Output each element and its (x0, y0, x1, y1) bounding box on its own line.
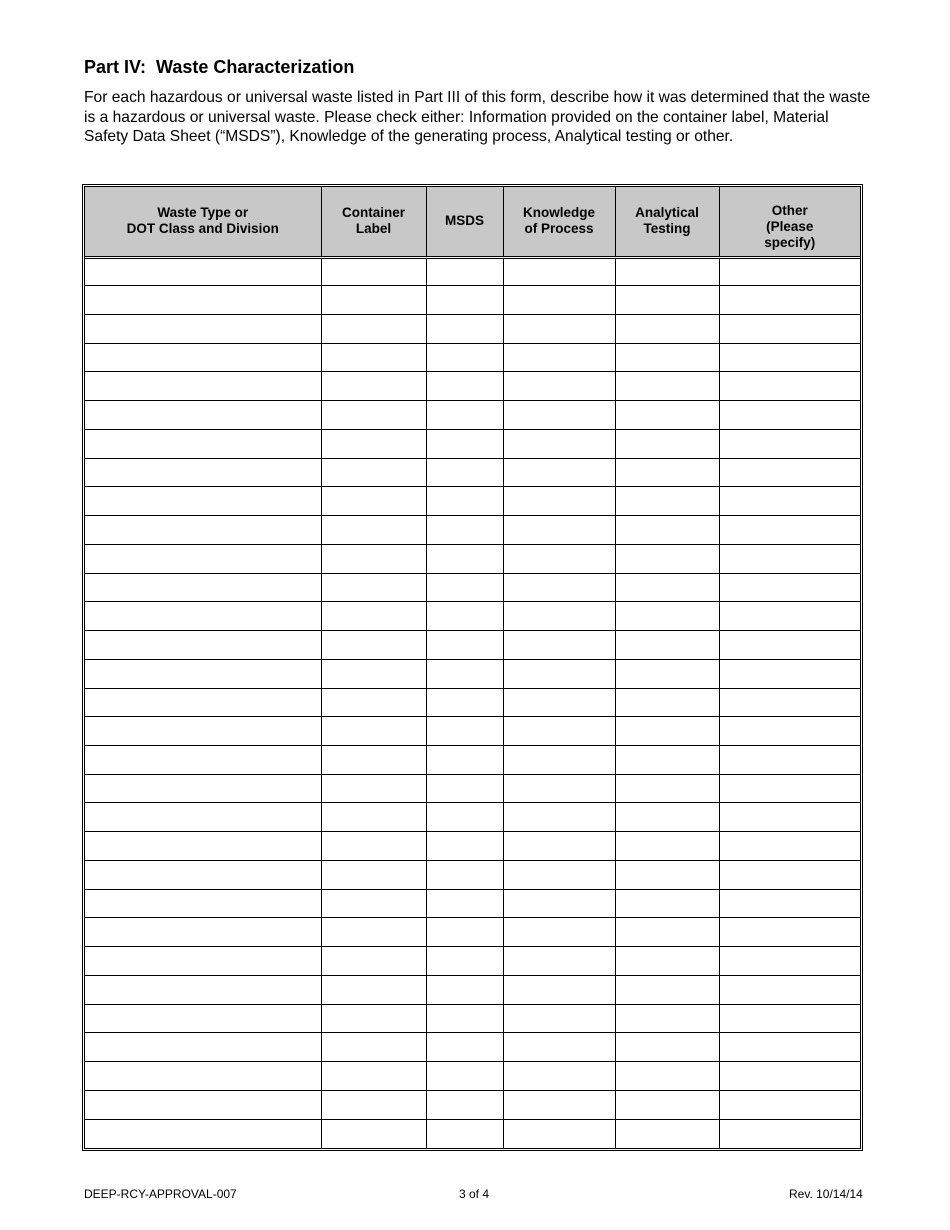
table-row (85, 1004, 860, 1033)
cell-analytical-testing[interactable] (615, 1033, 719, 1062)
cell-knowledge-of-process[interactable] (503, 1062, 615, 1091)
cell-other[interactable] (719, 257, 860, 286)
cell-container-label[interactable] (321, 573, 426, 602)
waste-characterization-table (85, 187, 860, 1148)
cell-analytical-testing[interactable] (615, 602, 719, 631)
cell-waste-type[interactable] (85, 257, 321, 286)
cell-other[interactable] (719, 573, 860, 602)
cell-knowledge-of-process[interactable] (503, 1119, 615, 1148)
cell-msds[interactable] (426, 429, 503, 458)
cell-analytical-testing[interactable] (615, 688, 719, 717)
cell-waste-type[interactable] (85, 458, 321, 487)
table-row (85, 516, 860, 545)
form-id: DEEP-RCY-APPROVAL-007 (84, 1187, 237, 1201)
cell-knowledge-of-process[interactable] (503, 573, 615, 602)
cell-other[interactable] (719, 774, 860, 803)
cell-container-label[interactable] (321, 1033, 426, 1062)
table-row (85, 832, 860, 861)
cell-container-label[interactable] (321, 774, 426, 803)
cell-knowledge-of-process[interactable] (503, 659, 615, 688)
cell-knowledge-of-process[interactable] (503, 975, 615, 1004)
instructions-text: For each hazardous or universal waste listed in Part III of this form, describe how it was determined that the waste is a hazardous or universal waste. Please check either: Information provided on the container label, Material Safety Data Sheet (“MSDS”), Knowledge of the generating process, Analytical testing or other. (84, 89, 871, 145)
header-waste-type: Waste Type or DOT Class and Division (85, 187, 321, 257)
cell-msds[interactable] (426, 889, 503, 918)
cell-container-label[interactable] (321, 401, 426, 430)
cell-knowledge-of-process[interactable] (503, 774, 615, 803)
cell-analytical-testing[interactable] (615, 487, 719, 516)
table-row (85, 947, 860, 976)
cell-analytical-testing[interactable] (615, 717, 719, 746)
cell-analytical-testing[interactable] (615, 372, 719, 401)
cell-container-label[interactable] (321, 372, 426, 401)
table-row (85, 429, 860, 458)
cell-other[interactable] (719, 1090, 860, 1119)
cell-msds[interactable] (426, 1062, 503, 1091)
cell-msds[interactable] (426, 286, 503, 315)
cell-waste-type[interactable] (85, 947, 321, 976)
cell-container-label[interactable] (321, 688, 426, 717)
cell-waste-type[interactable] (85, 487, 321, 516)
cell-container-label[interactable] (321, 257, 426, 286)
cell-container-label[interactable] (321, 544, 426, 573)
cell-analytical-testing[interactable] (615, 314, 719, 343)
cell-msds[interactable] (426, 343, 503, 372)
page-number: 3 of 4 (459, 1187, 490, 1201)
cell-knowledge-of-process[interactable] (503, 918, 615, 947)
cell-container-label[interactable] (321, 343, 426, 372)
table-row (85, 343, 860, 372)
cell-msds[interactable] (426, 860, 503, 889)
cell-other[interactable] (719, 343, 860, 372)
cell-container-label[interactable] (321, 602, 426, 631)
cell-knowledge-of-process[interactable] (503, 257, 615, 286)
cell-knowledge-of-process[interactable] (503, 487, 615, 516)
table-row (85, 717, 860, 746)
cell-analytical-testing[interactable] (615, 1004, 719, 1033)
cell-container-label[interactable] (321, 1004, 426, 1033)
cell-msds[interactable] (426, 602, 503, 631)
cell-analytical-testing[interactable] (615, 257, 719, 286)
cell-analytical-testing[interactable] (615, 573, 719, 602)
cell-waste-type[interactable] (85, 429, 321, 458)
cell-other[interactable] (719, 803, 860, 832)
cell-other[interactable] (719, 602, 860, 631)
cell-knowledge-of-process[interactable] (503, 516, 615, 545)
cell-other[interactable] (719, 889, 860, 918)
cell-other[interactable] (719, 1119, 860, 1148)
cell-waste-type[interactable] (85, 659, 321, 688)
cell-other[interactable] (719, 1062, 860, 1091)
cell-waste-type[interactable] (85, 1004, 321, 1033)
table-row (85, 631, 860, 660)
cell-container-label[interactable] (321, 1119, 426, 1148)
cell-other[interactable] (719, 516, 860, 545)
cell-waste-type[interactable] (85, 918, 321, 947)
table-row (85, 401, 860, 430)
table-row (85, 889, 860, 918)
cell-other[interactable] (719, 314, 860, 343)
cell-container-label[interactable] (321, 458, 426, 487)
cell-msds[interactable] (426, 947, 503, 976)
cell-container-label[interactable] (321, 314, 426, 343)
table-body (85, 257, 860, 1148)
cell-msds[interactable] (426, 631, 503, 660)
header-analytical-testing: Analytical Testing (615, 187, 719, 257)
table-row (85, 1062, 860, 1091)
table-header-row (85, 187, 860, 257)
cell-waste-type[interactable] (85, 401, 321, 430)
cell-knowledge-of-process[interactable] (503, 631, 615, 660)
header-other: Other (Please specify) (719, 187, 860, 257)
cell-msds[interactable] (426, 717, 503, 746)
table-row (85, 1033, 860, 1062)
cell-other[interactable] (719, 947, 860, 976)
table-row (85, 573, 860, 602)
table-row (85, 257, 860, 286)
cell-other[interactable] (719, 975, 860, 1004)
cell-analytical-testing[interactable] (615, 1090, 719, 1119)
cell-container-label[interactable] (321, 832, 426, 861)
cell-waste-type[interactable] (85, 372, 321, 401)
cell-msds[interactable] (426, 516, 503, 545)
cell-waste-type[interactable] (85, 1090, 321, 1119)
table-row (85, 975, 860, 1004)
cell-container-label[interactable] (321, 918, 426, 947)
table-row (85, 314, 860, 343)
cell-msds[interactable] (426, 544, 503, 573)
cell-other[interactable] (719, 745, 860, 774)
cell-knowledge-of-process[interactable] (503, 803, 615, 832)
cell-analytical-testing[interactable] (615, 774, 719, 803)
cell-waste-type[interactable] (85, 860, 321, 889)
page-title: Part IV: Waste Characterization (84, 57, 355, 77)
cell-msds[interactable] (426, 401, 503, 430)
cell-waste-type[interactable] (85, 544, 321, 573)
cell-knowledge-of-process[interactable] (503, 947, 615, 976)
cell-msds[interactable] (426, 1090, 503, 1119)
cell-analytical-testing[interactable] (615, 343, 719, 372)
cell-msds[interactable] (426, 1004, 503, 1033)
cell-container-label[interactable] (321, 803, 426, 832)
table-row (85, 803, 860, 832)
cell-waste-type[interactable] (85, 774, 321, 803)
cell-waste-type[interactable] (85, 975, 321, 1004)
cell-other[interactable] (719, 860, 860, 889)
cell-container-label[interactable] (321, 1090, 426, 1119)
table-row (85, 918, 860, 947)
cell-knowledge-of-process[interactable] (503, 602, 615, 631)
cell-analytical-testing[interactable] (615, 889, 719, 918)
cell-container-label[interactable] (321, 1062, 426, 1091)
cell-msds[interactable] (426, 487, 503, 516)
cell-other[interactable] (719, 1004, 860, 1033)
cell-waste-type[interactable] (85, 1119, 321, 1148)
cell-waste-type[interactable] (85, 573, 321, 602)
cell-other[interactable] (719, 918, 860, 947)
cell-knowledge-of-process[interactable] (503, 343, 615, 372)
cell-analytical-testing[interactable] (615, 745, 719, 774)
cell-waste-type[interactable] (85, 314, 321, 343)
cell-analytical-testing[interactable] (615, 1119, 719, 1148)
cell-analytical-testing[interactable] (615, 947, 719, 976)
cell-msds[interactable] (426, 918, 503, 947)
cell-other[interactable] (719, 429, 860, 458)
table-row (85, 688, 860, 717)
cell-container-label[interactable] (321, 659, 426, 688)
cell-knowledge-of-process[interactable] (503, 860, 615, 889)
cell-other[interactable] (719, 659, 860, 688)
cell-analytical-testing[interactable] (615, 516, 719, 545)
cell-other[interactable] (719, 372, 860, 401)
table-row (85, 1119, 860, 1148)
cell-container-label[interactable] (321, 975, 426, 1004)
table-row (85, 372, 860, 401)
cell-analytical-testing[interactable] (615, 544, 719, 573)
cell-waste-type[interactable] (85, 343, 321, 372)
cell-analytical-testing[interactable] (615, 286, 719, 315)
cell-msds[interactable] (426, 1033, 503, 1062)
cell-waste-type[interactable] (85, 1062, 321, 1091)
cell-analytical-testing[interactable] (615, 860, 719, 889)
cell-container-label[interactable] (321, 286, 426, 315)
cell-other[interactable] (719, 717, 860, 746)
cell-msds[interactable] (426, 832, 503, 861)
cell-knowledge-of-process[interactable] (503, 832, 615, 861)
cell-waste-type[interactable] (85, 286, 321, 315)
cell-msds[interactable] (426, 1119, 503, 1148)
table-row (85, 774, 860, 803)
revision-date: Rev. 10/14/14 (789, 1187, 863, 1201)
header-knowledge-of-process: Knowledge of Process (503, 187, 615, 257)
cell-other[interactable] (719, 832, 860, 861)
cell-container-label[interactable] (321, 429, 426, 458)
cell-knowledge-of-process[interactable] (503, 688, 615, 717)
cell-msds[interactable] (426, 688, 503, 717)
cell-knowledge-of-process[interactable] (503, 1004, 615, 1033)
table-row (85, 1090, 860, 1119)
cell-knowledge-of-process[interactable] (503, 544, 615, 573)
cell-knowledge-of-process[interactable] (503, 401, 615, 430)
cell-waste-type[interactable] (85, 1033, 321, 1062)
cell-msds[interactable] (426, 257, 503, 286)
header-msds: MSDS (426, 187, 503, 257)
waste-characterization-table-frame (82, 184, 863, 1151)
cell-other[interactable] (719, 487, 860, 516)
table-row (85, 745, 860, 774)
cell-waste-type[interactable] (85, 602, 321, 631)
cell-waste-type[interactable] (85, 688, 321, 717)
cell-other[interactable] (719, 544, 860, 573)
cell-knowledge-of-process[interactable] (503, 717, 615, 746)
cell-waste-type[interactable] (85, 745, 321, 774)
cell-container-label[interactable] (321, 745, 426, 774)
cell-knowledge-of-process[interactable] (503, 1033, 615, 1062)
cell-container-label[interactable] (321, 947, 426, 976)
cell-msds[interactable] (426, 803, 503, 832)
cell-knowledge-of-process[interactable] (503, 286, 615, 315)
cell-msds[interactable] (426, 573, 503, 602)
cell-msds[interactable] (426, 975, 503, 1004)
cell-msds[interactable] (426, 372, 503, 401)
cell-analytical-testing[interactable] (615, 401, 719, 430)
cell-knowledge-of-process[interactable] (503, 314, 615, 343)
cell-knowledge-of-process[interactable] (503, 372, 615, 401)
table-row (85, 544, 860, 573)
cell-analytical-testing[interactable] (615, 429, 719, 458)
cell-knowledge-of-process[interactable] (503, 429, 615, 458)
table-row (85, 860, 860, 889)
cell-msds[interactable] (426, 314, 503, 343)
table-row (85, 659, 860, 688)
cell-other[interactable] (719, 401, 860, 430)
cell-knowledge-of-process[interactable] (503, 889, 615, 918)
cell-analytical-testing[interactable] (615, 918, 719, 947)
cell-analytical-testing[interactable] (615, 631, 719, 660)
cell-analytical-testing[interactable] (615, 803, 719, 832)
cell-other[interactable] (719, 688, 860, 717)
cell-analytical-testing[interactable] (615, 659, 719, 688)
cell-msds[interactable] (426, 659, 503, 688)
cell-waste-type[interactable] (85, 889, 321, 918)
cell-knowledge-of-process[interactable] (503, 1090, 615, 1119)
cell-knowledge-of-process[interactable] (503, 745, 615, 774)
cell-msds[interactable] (426, 458, 503, 487)
cell-container-label[interactable] (321, 487, 426, 516)
cell-knowledge-of-process[interactable] (503, 458, 615, 487)
cell-container-label[interactable] (321, 516, 426, 545)
cell-analytical-testing[interactable] (615, 975, 719, 1004)
cell-other[interactable] (719, 631, 860, 660)
cell-container-label[interactable] (321, 889, 426, 918)
cell-container-label[interactable] (321, 860, 426, 889)
cell-waste-type[interactable] (85, 631, 321, 660)
table-row (85, 286, 860, 315)
header-container-label: Container Label (321, 187, 426, 257)
cell-waste-type[interactable] (85, 516, 321, 545)
cell-analytical-testing[interactable] (615, 458, 719, 487)
cell-waste-type[interactable] (85, 803, 321, 832)
cell-container-label[interactable] (321, 631, 426, 660)
cell-other[interactable] (719, 1033, 860, 1062)
cell-other[interactable] (719, 286, 860, 315)
cell-other[interactable] (719, 458, 860, 487)
cell-waste-type[interactable] (85, 832, 321, 861)
table-row (85, 602, 860, 631)
cell-analytical-testing[interactable] (615, 832, 719, 861)
cell-msds[interactable] (426, 774, 503, 803)
table-row (85, 458, 860, 487)
cell-container-label[interactable] (321, 717, 426, 746)
table-row (85, 487, 860, 516)
cell-analytical-testing[interactable] (615, 1062, 719, 1091)
cell-msds[interactable] (426, 745, 503, 774)
cell-waste-type[interactable] (85, 717, 321, 746)
